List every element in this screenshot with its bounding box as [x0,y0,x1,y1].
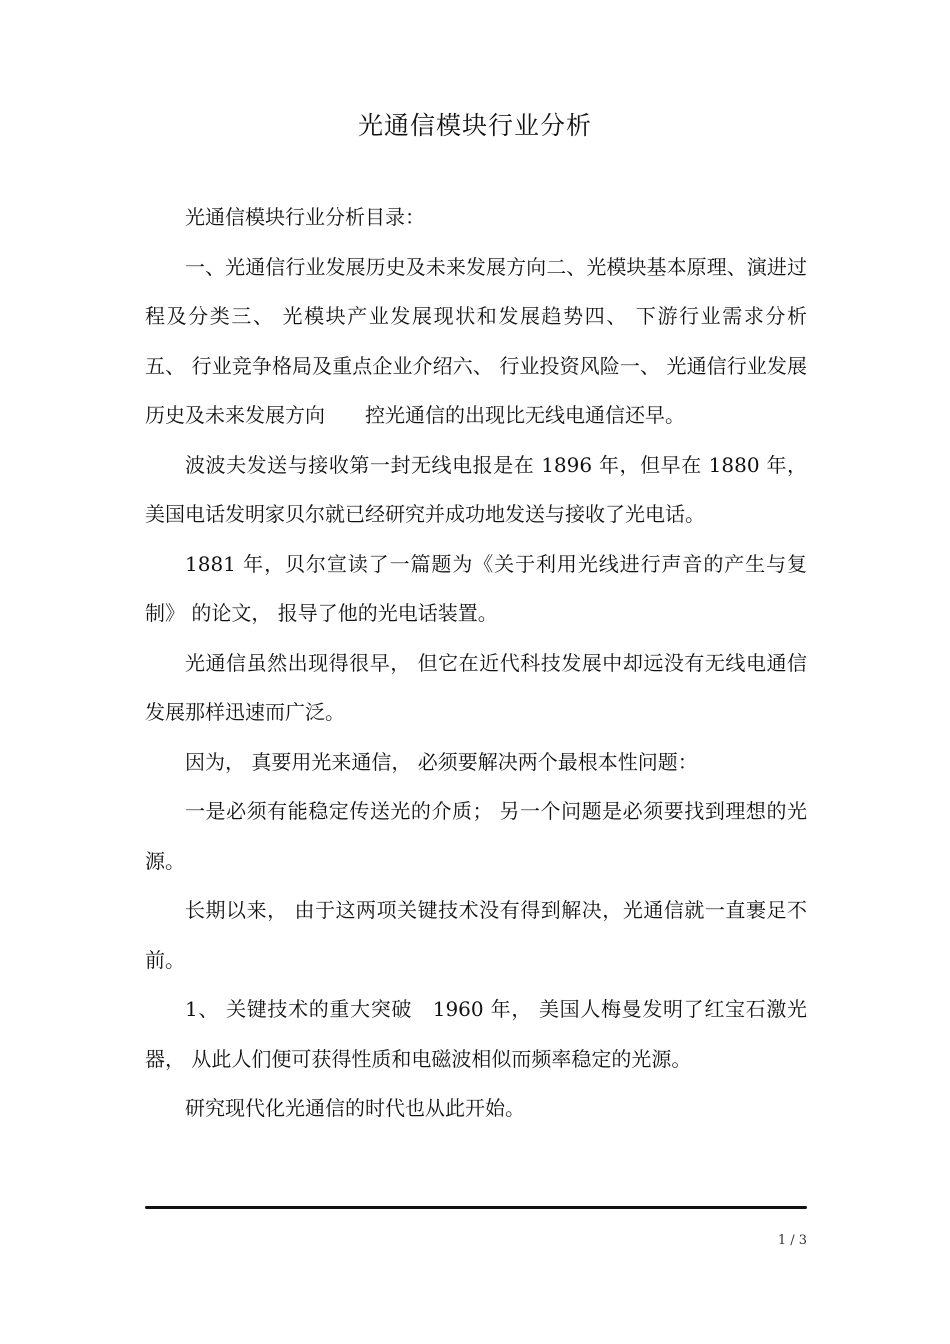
document-title: 光通信模块行业分析 [357,111,592,140]
paragraph-toc-items: 一、光通信行业发展历史及未来发展方向二、光模块基本原理、演进过程及分类三、 光模块产业发展现状和发展趋势四、 下游行业需求分析 五、 行业竞争格局及重点企业介绍六、 行业投资风险一、 光通信行业发展历史及未来发展方向 控光通信的出现比无线电通信还早。 [145,254,847,427]
paragraph-stagnation: 长期以来， 由于这两项关键技术没有得到解决，光通信就一直裹足不前。 [145,898,807,972]
paragraph-toc-heading: 光通信模块行业分析目录： [185,205,425,229]
paragraph-two-problems: 因为， 真要用光来通信， 必须要解决两个最根本性问题： [185,749,698,774]
paragraph-bell-paper: 1881 年，贝尔宣读了一篇题为《关于利用光线进行声音的产生与复制》 的论文， 报导了他的光电话装置。 [145,551,807,625]
document-body [145,193,847,1134]
footer-divider [145,1206,807,1209]
paragraph-laser-breakthrough: 1、 关键技术的重大突破 1960 年， 美国人梅曼发明了红宝石激光器， 从此人们便可获得性质和电磁波相似而频率稳定的光源。 [145,997,807,1071]
paragraph-popov-bell: 波波夫发送与接收第一封无线电报是在 1896 年，但早在 1880 年， 美国电话发明家贝尔就已经研究并成功地发送与接收了光电话。 [145,452,807,526]
paragraph-modern-era: 研究现代化光通信的时代也从此开始。 [185,1096,525,1120]
paragraph-medium-and-source: 一是必须有能稳定传送光的介质； 另一个问题是必须要找到理想的光源。 [145,799,807,873]
paragraph-slow-development: 光通信虽然出现得很早， 但它在近代科技发展中却远没有无线电通信发展那样迅速而广泛。 [145,650,807,724]
page-number: 1 / 3 [777,1233,807,1248]
